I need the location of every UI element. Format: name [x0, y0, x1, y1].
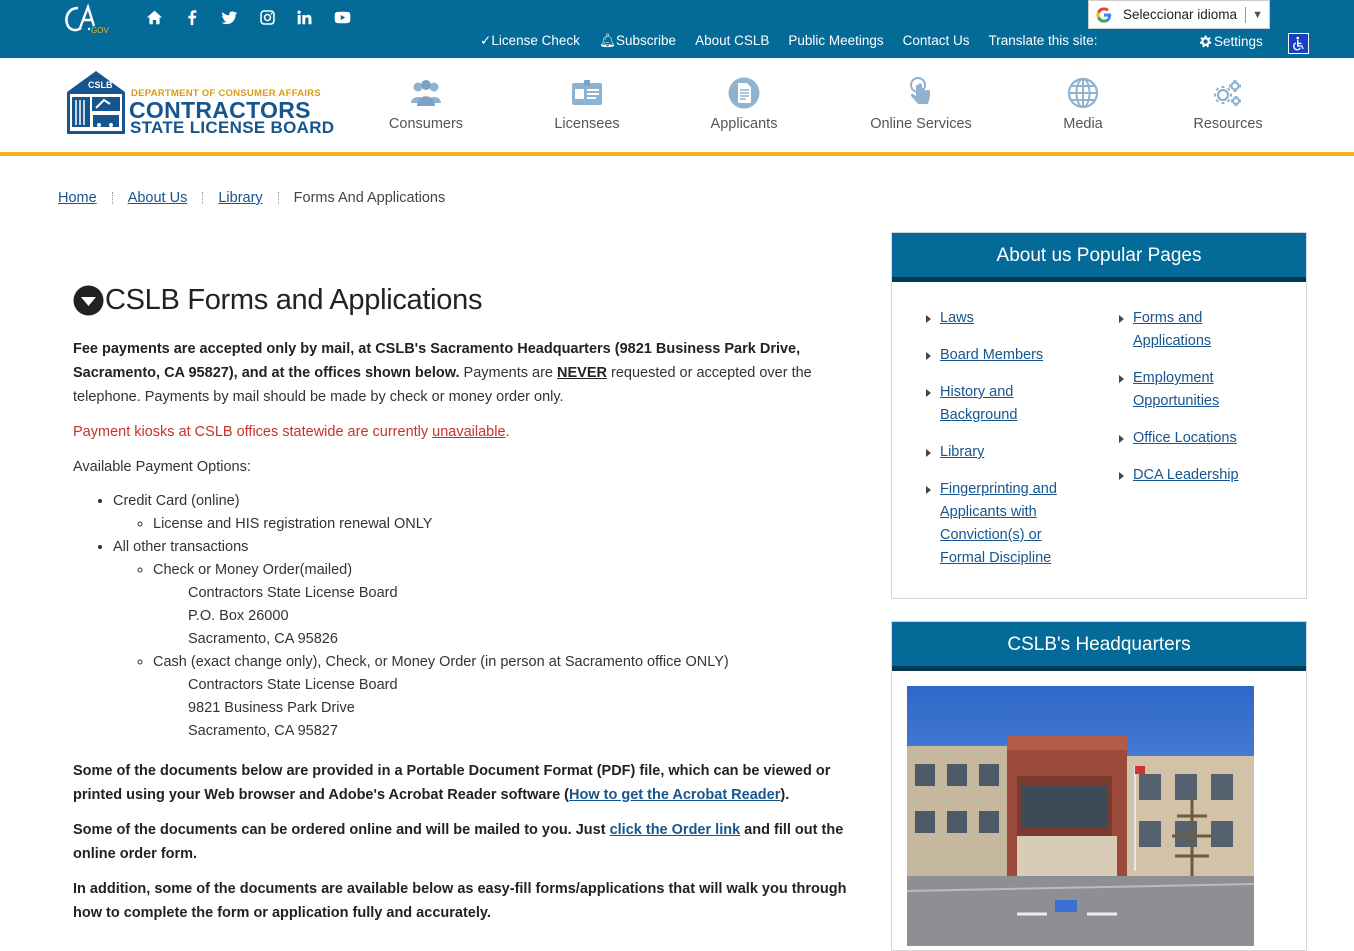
twitter-icon[interactable]: [211, 6, 249, 28]
pointer-hand-icon: [904, 76, 938, 110]
link-library[interactable]: Library: [940, 444, 985, 460]
wheelchair-icon: [1291, 36, 1306, 51]
list-item: ◦ Cash (exact change only), Check, or Money Order (in person at Sacramento office ONLY) Contractors State License Board 9821 Business Park Drive Sacramento, CA 95827: [153, 651, 873, 743]
nav-divider: [0, 152, 1354, 156]
payment-options-label: Available Payment Options:: [73, 459, 251, 475]
pdf-paragraph: Some of the documents below are provided in a Portable Document Format (PDF) file, which can be viewed or printed using your Web browser and Adobe's Acrobat Reader software (How to get the Acrobat Reader).: [73, 763, 831, 803]
license-check-link[interactable]: ✓License Check: [480, 33, 580, 48]
list-item: [1115, 367, 1235, 413]
instagram-icon[interactable]: [249, 6, 287, 28]
main-content: [73, 280, 873, 936]
caret-down-icon: ▼: [1252, 8, 1263, 21]
page-title[interactable]: CSLB Forms and Applications: [73, 280, 873, 320]
list-item: [922, 307, 1102, 330]
brand-department: DEPARTMENT OF CONSUMER AFFAIRS: [131, 88, 321, 99]
mailing-address: Contractors State License Board P.O. Box 26000 Sacramento, CA 95826: [188, 585, 398, 647]
breadcrumb-separator: [112, 192, 113, 204]
link-dca-leadership[interactable]: DCA Leadership: [1133, 467, 1239, 483]
check-icon: ✓: [480, 33, 492, 48]
unavailable-link[interactable]: unavailable: [432, 424, 506, 440]
nav-media[interactable]: Media: [1008, 58, 1158, 152]
gears-icon: [1211, 76, 1245, 110]
list-item: [922, 478, 1082, 570]
language-select-value: Seleccionar idioma: [1123, 7, 1238, 22]
breadcrumb: [58, 190, 445, 206]
id-card-icon: [570, 76, 604, 110]
translate-label: Translate this site:: [988, 33, 1098, 48]
link-laws[interactable]: Laws: [940, 310, 974, 326]
nav-consumers[interactable]: Consumers: [351, 58, 501, 152]
subscribe-link[interactable]: 🔔︎Subscribe: [598, 33, 677, 48]
svg-text:GOV: GOV: [91, 26, 109, 35]
accessibility-button[interactable]: [1288, 33, 1309, 54]
other-sublist: [153, 559, 873, 743]
brand-name-line2: STATE LICENSE BOARD: [130, 118, 335, 137]
nav-licensees[interactable]: Licensees: [512, 58, 662, 152]
headquarters-photo: [907, 686, 1254, 946]
list-item: [1115, 427, 1295, 450]
list-item: ◦ Check or Money Order(mailed) Contractors State License Board P.O. Box 26000 Sacramento, CA 95826: [153, 559, 873, 651]
list-item: [922, 381, 1042, 427]
collapse-toggle-icon[interactable]: [73, 285, 104, 316]
breadcrumb-home[interactable]: Home: [58, 190, 97, 206]
linkedin-icon[interactable]: [286, 6, 324, 28]
popular-pages-box: [891, 232, 1307, 599]
google-icon: [1095, 6, 1113, 24]
popular-pages-title: About us Popular Pages: [892, 233, 1306, 282]
utility-links: [480, 33, 1098, 49]
youtube-icon[interactable]: [324, 6, 362, 28]
contact-us-link[interactable]: Contact Us: [902, 33, 970, 48]
acrobat-reader-link[interactable]: How to get the Acrobat Reader: [569, 787, 781, 803]
link-history[interactable]: History and Background: [940, 384, 1018, 423]
breadcrumb-separator: [202, 192, 203, 204]
list-item: [922, 344, 1102, 367]
link-employment[interactable]: Employment Opportunities: [1133, 370, 1220, 409]
list-item: [922, 441, 1102, 464]
svg-text:CSLB: CSLB: [88, 80, 113, 90]
breadcrumb-current: Forms And Applications: [293, 190, 446, 206]
breadcrumb-about-us[interactable]: About Us: [127, 190, 188, 206]
facebook-icon[interactable]: [174, 6, 212, 28]
list-item: • Credit Card (online) ◦ License and HIS registration renewal ONLY: [113, 490, 873, 536]
about-cslb-link[interactable]: About CSLB: [695, 33, 770, 48]
main-navigation: [0, 58, 1354, 152]
fee-paragraph: Fee payments are accepted only by mail, at CSLB's Sacramento Headquarters (9821 Business Park Drive, Sacramento, CA 95827), and at the offices shown below. Payments are NEVER requested or accepted over the telephone. Payments by mail should be made by check or money order only.: [73, 341, 812, 405]
office-address: Contractors State License Board 9821 Business Park Drive Sacramento, CA 95827: [188, 677, 398, 739]
cslb-badge-icon: [66, 70, 126, 134]
never-emphasis: NEVER: [557, 365, 607, 381]
social-links: [136, 6, 361, 28]
list-item: [1115, 464, 1295, 487]
nav-applicants[interactable]: Applicants: [669, 58, 819, 152]
credit-sublist: [153, 513, 873, 536]
settings-button[interactable]: Settings: [1199, 34, 1263, 49]
popular-pages-column-2: [1115, 307, 1295, 501]
kiosk-notice: Payment kiosks at CSLB offices statewide are currently unavailable.: [73, 424, 510, 440]
payment-options-list: [113, 490, 873, 743]
people-icon: [409, 76, 443, 110]
gear-icon: [1199, 35, 1212, 48]
order-link[interactable]: click the Order link: [609, 822, 741, 838]
link-office-locations[interactable]: Office Locations: [1133, 430, 1237, 446]
popular-pages-column-1: [922, 307, 1102, 584]
divider: [1245, 7, 1246, 23]
list-item: [1115, 307, 1225, 353]
breadcrumb-separator: [278, 192, 279, 204]
headquarters-title: CSLB's Headquarters: [892, 622, 1306, 671]
brand-name-line1: CONTRACTORS: [129, 97, 311, 123]
order-paragraph: Some of the documents can be ordered online and will be mailed to you. Just click the Order link and fill out the online order form.: [73, 822, 844, 862]
bell-icon: 🔔︎: [598, 33, 617, 48]
headquarters-box: [891, 621, 1307, 951]
globe-icon: [1066, 76, 1100, 110]
list-item: ◦ License and HIS registration renewal ONLY: [153, 513, 873, 536]
link-fingerprinting[interactable]: Fingerprinting and Applicants with Conviction(s) or Formal Discipline: [940, 481, 1057, 566]
easy-fill-paragraph: In addition, some of the documents are available below as easy-fill forms/applications that will walk you through how to complete the form or application fully and accurately.: [73, 881, 847, 921]
home-icon[interactable]: [136, 6, 174, 28]
nav-resources[interactable]: Resources: [1153, 58, 1303, 152]
ca-gov-logo[interactable]: [62, 4, 109, 35]
nav-online-services[interactable]: Online Services: [846, 58, 996, 152]
document-icon: [727, 76, 761, 110]
cslb-logo[interactable]: [66, 70, 335, 138]
breadcrumb-library[interactable]: Library: [218, 190, 263, 206]
list-item: • All other transactions ◦ Check or Money Order(mailed) Contractors State License Board P.O. Box 26000 Sacramento, CA 95826 ◦ Cash (exact change only), Check, or Money Order (in person at Sacramento office ONLY) Contractors State License Board 9821 Business Park Drive Sacramento, CA 95827: [113, 536, 873, 743]
utility-bar: [0, 0, 1354, 58]
link-board-members[interactable]: Board Members: [940, 347, 1044, 363]
link-forms-applications[interactable]: Forms and Applications: [1133, 310, 1212, 349]
public-meetings-link[interactable]: Public Meetings: [788, 33, 884, 48]
language-select[interactable]: [1088, 0, 1270, 29]
